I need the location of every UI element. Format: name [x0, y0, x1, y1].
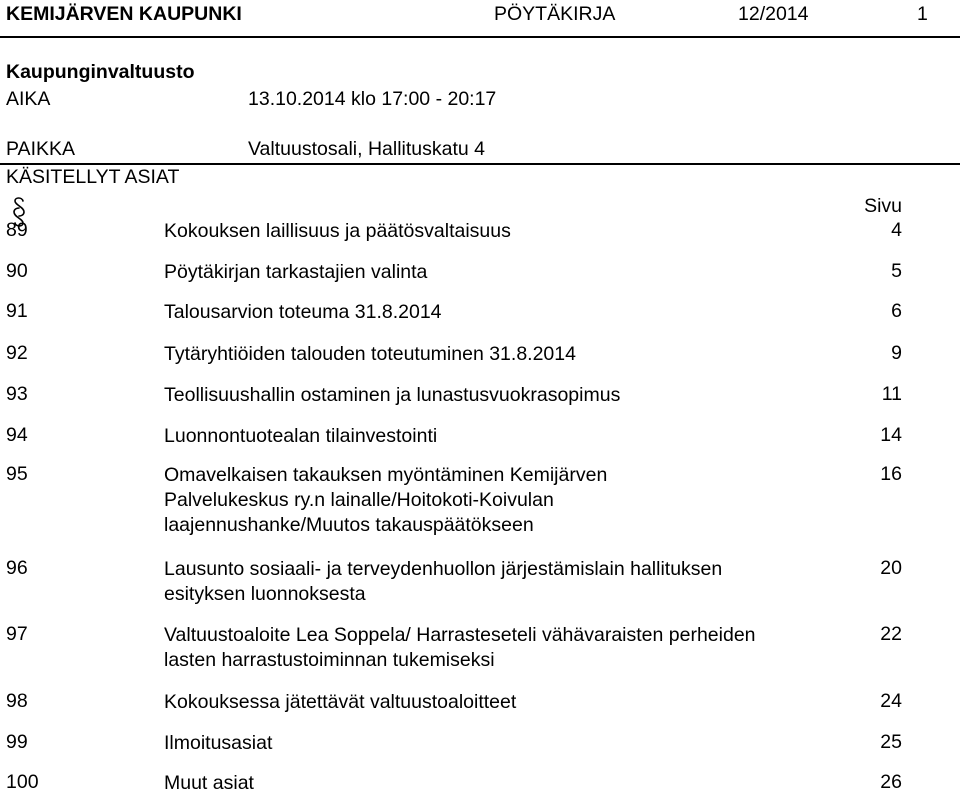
agenda-page: 6 — [891, 300, 902, 322]
agenda-subject: Tytäryhtiöiden talouden toteutuminen 31.8.2014 — [164, 343, 576, 365]
agenda-subject: Muut asiat — [164, 772, 254, 794]
agenda-number: 93 — [6, 383, 28, 405]
agenda-page: 16 — [880, 463, 902, 485]
document-number: 12/2014 — [738, 3, 809, 25]
agenda-number: 97 — [6, 623, 28, 645]
place-value: Valtuustosali, Hallituskatu 4 — [248, 138, 486, 160]
meeting-info-divider — [0, 163, 960, 165]
document-type: PÖYTÄKIRJA — [494, 3, 616, 25]
agenda-page: 9 — [891, 342, 902, 364]
agenda-subject: Lausunto sosiaali- ja terveydenhuollon järjestämislain hallituksen esityksen luonnoksesta — [164, 558, 723, 605]
agenda-number: 98 — [6, 690, 28, 712]
meeting-body: Kaupunginvaltuusto — [6, 61, 195, 83]
agenda-page: 20 — [880, 557, 902, 579]
agenda-subject: Kokouksen laillisuus ja päätösvaltaisuus — [164, 220, 511, 242]
page-column-label: Sivu — [864, 195, 902, 217]
agenda-number: 95 — [6, 463, 28, 485]
agenda-title: KÄSITELLYT ASIAT — [6, 166, 180, 188]
agenda-page: 22 — [880, 623, 902, 645]
agenda-page: 25 — [880, 731, 902, 753]
agenda-page: 11 — [881, 383, 902, 405]
agenda-subject: Kokouksessa jätettävät valtuustoaloitteet — [164, 691, 517, 713]
place-label: PAIKKA — [6, 138, 76, 160]
agenda-page: 24 — [880, 690, 902, 712]
agenda-subject: Ilmoitusasiat — [164, 732, 273, 754]
organization-name: KEMIJÄRVEN KAUPUNKI — [6, 3, 242, 25]
agenda-page: 5 — [891, 260, 902, 282]
agenda-page: 26 — [880, 771, 902, 793]
agenda-number: 90 — [6, 260, 28, 282]
agenda-subject: Omavelkaisen takauksen myöntäminen Kemijärven Palvelukeskus ry.n lainalle/Hoitokoti-Koivulan laajennushanke/Muutos takauspäätökseen — [164, 464, 608, 536]
agenda-number: 100 — [6, 771, 39, 793]
agenda-page: 4 — [891, 219, 902, 241]
time-label: AIKA — [6, 88, 51, 110]
header-divider — [0, 36, 960, 38]
agenda-subject: Teollisuushallin ostaminen ja lunastusvuokrasopimus — [164, 384, 621, 406]
agenda-number: 94 — [6, 424, 28, 446]
agenda-number: 96 — [6, 557, 28, 579]
agenda-subject: Talousarvion toteuma 31.8.2014 — [164, 301, 442, 323]
agenda-number: 99 — [6, 731, 28, 753]
agenda-number: 92 — [6, 342, 28, 364]
agenda-subject: Luonnontuotealan tilainvestointi — [164, 425, 438, 447]
agenda-page: 14 — [880, 424, 902, 446]
agenda-subject: Valtuustoaloite Lea Soppela/ Harrasteseteli vähävaraisten perheiden lasten harrastustoiminnan tukemiseksi — [164, 624, 756, 671]
time-value: 13.10.2014 klo 17:00 - 20:17 — [248, 88, 497, 110]
page-number: 1 — [917, 3, 928, 25]
agenda-number: 89 — [6, 219, 28, 241]
agenda-number: 91 — [6, 300, 28, 322]
agenda-subject: Pöytäkirjan tarkastajien valinta — [164, 261, 428, 283]
